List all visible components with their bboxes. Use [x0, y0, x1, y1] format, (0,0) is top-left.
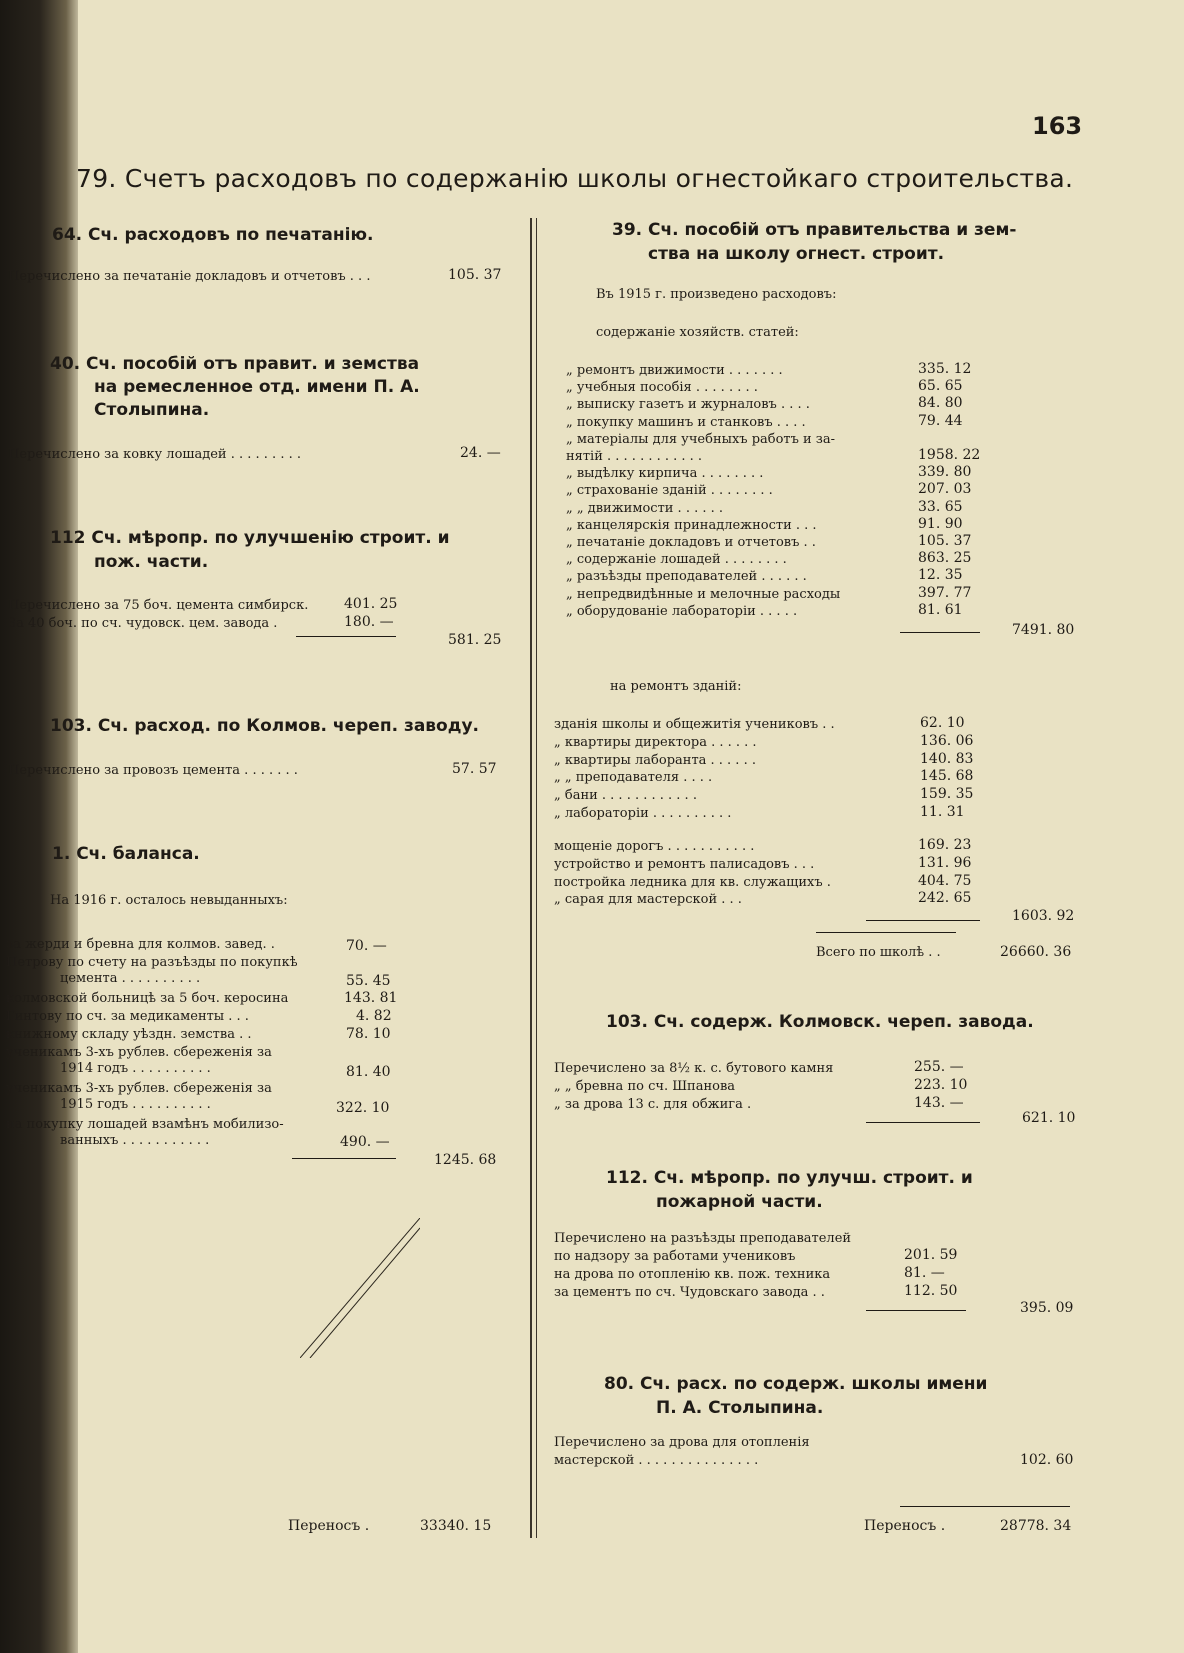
ledger-row-label: „ выдѣлку кирпича . . . . . . . .	[566, 466, 764, 482]
balance-row-amount: 55. 45	[346, 973, 391, 989]
ledger-row-label: „ квартиры директора . . . . . .	[554, 734, 757, 750]
ledger-row-label: постройка ледника для кв. служащихъ .	[554, 874, 831, 890]
section-112-row: Перечислено за 75 боч. цемента симбирск.	[8, 598, 309, 613]
ledger-row-label: „ квартиры лаборанта . . . . . .	[554, 752, 756, 768]
ledger-row-label: мощеніе дорогъ . . . . . . . . . . .	[554, 839, 755, 854]
ledger-row-amount: 81. —	[904, 1265, 945, 1281]
ledger-row-amount: 33. 65	[918, 498, 963, 515]
cancel-diagonal	[300, 1218, 420, 1358]
section-112-row: За 40 боч. по сч. чудовск. цем. завода .	[8, 616, 278, 631]
balance-row-amount: 81. 40	[346, 1064, 391, 1080]
ledger-row-amount: 223. 10	[914, 1077, 968, 1093]
balance-row: колмовской больницѣ за 5 боч. керосина	[6, 991, 289, 1006]
sum-rule	[866, 1310, 966, 1311]
section-39-sub2: на ремонтъ зданій:	[610, 679, 742, 694]
section-64-text: Перечислено за печатаніе докладовъ и отчетовъ . . .	[8, 269, 371, 284]
balance-row-cont: цемента . . . . . . . . . .	[60, 971, 201, 986]
ledger-row-label: „ учебныя пособія . . . . . . . .	[566, 380, 758, 396]
ledger-row-amount: 863. 25	[918, 550, 972, 567]
balance-row: Петрову по счету на разъѣзды по покупкѣ	[6, 955, 298, 970]
section-1-heading: 1. Сч. баланса.	[52, 844, 200, 864]
balance-row-amount: 143. 81	[344, 990, 398, 1006]
ledger-row-label: „ „ преподавателя . . . .	[554, 770, 713, 786]
balance-row: ученикамъ 3-хъ рублев. сбереженія за	[6, 1081, 272, 1096]
ledger-row-amount: 136. 06	[920, 732, 974, 749]
ledger-row-label: „ содержаніе лошадей . . . . . . . .	[566, 552, 787, 568]
ledger-row-label: „ матеріалы для учебныхъ работъ и за-	[566, 431, 836, 447]
ledger-row-amount: 65. 65	[918, 378, 963, 395]
section-80-heading: 80. Сч. расх. по содерж. школы имени	[604, 1374, 988, 1394]
ledger-row-amount: 131. 96	[918, 854, 972, 871]
sum-rule	[866, 920, 980, 921]
ledger-row-label: „ „ движимости . . . . . .	[566, 500, 724, 516]
section-80-heading-line2: П. А. Столыпина.	[656, 1398, 824, 1418]
section-39-total-amount: 26660. 36	[1000, 944, 1072, 960]
ledger-row-label: „ выписку газетъ и журналовъ . . . .	[566, 397, 810, 413]
ledger-row-label: „ канцелярскія принадлежности . . .	[566, 517, 817, 533]
ledger-row-amount: 207. 03	[918, 481, 972, 498]
ledger-row-amount: 242. 65	[918, 890, 972, 907]
section-112-row-amount: 401. 25	[344, 596, 398, 612]
ledger-row-label: „ оборудованіе лабораторіи . . . . .	[566, 603, 798, 619]
section-39-sub1: содержаніе хозяйств. статей:	[596, 325, 799, 340]
section-80-text-cont: мастерской . . . . . . . . . . . . . . .	[554, 1453, 759, 1468]
section-40-amount: 24. —	[460, 445, 501, 461]
section-39-total-label: Всего по школѣ . .	[816, 945, 941, 960]
ledger-row-label: по надзору за работами учениковъ	[554, 1249, 796, 1264]
ledger-row-amount: 12. 35	[918, 567, 963, 584]
carry-amount-right: 28778. 34	[1000, 1518, 1072, 1534]
sum-rule	[900, 1506, 1070, 1507]
section-103r-heading: 103. Сч. содерж. Колмовск. череп. завода.	[606, 1012, 1034, 1032]
balance-row: книжному складу уѣздн. земства . .	[6, 1027, 252, 1042]
ledger-row-amount: 91. 90	[918, 515, 963, 532]
section-39-heading: 39. Сч. пособій отъ правительства и зем-	[612, 220, 1017, 240]
balance-row-amount: 4. 82	[356, 1008, 392, 1024]
carry-amount-left: 33340. 15	[420, 1518, 492, 1534]
ledger-row-label: „ печатаніе докладовъ и отчетовъ . .	[566, 535, 816, 550]
ledger-row-label: „ бани . . . . . . . . . . . .	[554, 788, 697, 804]
ledger-row-amount: 397. 77	[918, 584, 972, 601]
balance-row: ученикамъ 3-хъ рублев. сбереженія за	[6, 1045, 272, 1060]
page-number: 163	[1032, 112, 1083, 140]
balance-row-amount: 78. 10	[346, 1026, 391, 1042]
balance-row: на покупку лошадей взамѣнъ мобилизо-	[6, 1117, 284, 1132]
section-112r-heading: 112. Сч. мѣропр. по улучш. строит. и	[606, 1168, 973, 1188]
ledger-row-label: „ покупку машинъ и станковъ . . . .	[566, 414, 806, 430]
column-divider	[530, 218, 532, 1538]
ledger-row-amount: 140. 83	[920, 750, 974, 767]
section-39-intro: Въ 1915 г. произведено расходовъ:	[596, 287, 837, 302]
balance-row-amount: 70. —	[346, 938, 387, 954]
ledger-row-label: нятій . . . . . . . . . . . .	[566, 449, 703, 464]
section-80-text: Перечислено за дрова для отопленія	[554, 1435, 810, 1450]
ledger-row-amount: 201. 59	[904, 1247, 958, 1263]
page-title: 79. Счетъ расходовъ по содержанію школы огнестойкаго строительства.	[76, 164, 1074, 193]
section-103-heading: 103. Сч. расход. по Колмов. череп. заводу.	[50, 716, 480, 736]
ledger-row-label: на дрова по отопленію кв. пож. техника	[554, 1267, 831, 1282]
balance-row: Гинтову по сч. за медикаменты . . .	[6, 1009, 249, 1024]
section-39-subtotal2: 1603. 92	[1012, 908, 1075, 924]
ledger-row-amount: 169. 23	[918, 837, 972, 853]
section-40-heading: 40. Сч. пособій отъ правит. и земства	[50, 354, 420, 374]
ledger-row-amount: 105. 37	[918, 533, 972, 549]
balance-row-cont: 1914 годъ . . . . . . . . . .	[60, 1061, 211, 1076]
carry-label-left: Переносъ .	[288, 1518, 370, 1534]
ledger-row-label: „ за дрова 13 с. для обжига .	[554, 1097, 752, 1112]
ledger-row-amount: 335. 12	[918, 361, 972, 377]
ledger-row-amount: 404. 75	[918, 872, 972, 889]
sum-rule	[296, 636, 396, 637]
section-64-amount: 105. 37	[448, 267, 502, 283]
ledger-row-amount: 143. —	[914, 1095, 964, 1111]
ledger-row-label: „ непредвидѣнные и мелочные расходы	[566, 586, 841, 602]
ledger-row-label: Перечислено за 8½ к. с. бутового камня	[554, 1061, 834, 1076]
ledger-row-label: „ страхованіе зданій . . . . . . . .	[566, 483, 773, 499]
section-80-amount: 102. 60	[1020, 1452, 1074, 1468]
section-39-heading-line2: ства на школу огнест. строит.	[648, 244, 945, 264]
balance-row: за жерди и бревна для колмов. завед. .	[6, 937, 275, 952]
balance-row-cont: 1915 годъ . . . . . . . . . .	[60, 1097, 211, 1112]
section-103-text: Перечислено за провозъ цемента . . . . . . .	[8, 763, 298, 778]
ledger-row-amount: 1958. 22	[918, 447, 981, 463]
section-39-subtotal1: 7491. 80	[1012, 622, 1075, 638]
section-112-total: 581. 25	[448, 632, 502, 648]
carry-label-right: Переносъ .	[864, 1518, 946, 1534]
ledger-row-amount: 81. 61	[918, 601, 963, 618]
section-112-row-amount: 180. —	[344, 614, 394, 630]
section-112-heading-line2: пож. части.	[94, 552, 209, 572]
section-112r-heading-line2: пожарной части.	[656, 1192, 823, 1212]
section-40-heading-line3: Столыпина.	[94, 400, 210, 420]
ledger-row-amount: 339. 80	[918, 464, 972, 481]
section-112r-total: 395. 09	[1020, 1300, 1074, 1316]
ledger-row-label: зданія школы и общежитія учениковъ . .	[554, 717, 835, 732]
section-103-amount: 57. 57	[452, 761, 497, 777]
ledger-row-label: „ разъѣзды преподавателей . . . . . .	[566, 569, 807, 585]
section-112-heading: 112 Сч. мѣропр. по улучшенію строит. и	[50, 528, 450, 548]
sum-rule	[292, 1158, 396, 1159]
ledger-row-amount: 145. 68	[920, 768, 974, 785]
section-1-total: 1245. 68	[434, 1152, 497, 1168]
balance-row-amount: 322. 10	[336, 1100, 390, 1116]
ledger-row-amount: 112. 50	[904, 1283, 958, 1299]
section-103r-total: 621. 10	[1022, 1110, 1076, 1126]
ledger-row-label: „ „ бревна по сч. Шпанова	[554, 1079, 736, 1094]
ledger-row-amount: 84. 80	[918, 395, 963, 412]
balance-row-amount: 490. —	[340, 1134, 390, 1150]
ledger-row-amount: 255. —	[914, 1059, 964, 1075]
ledger-row-amount: 159. 35	[920, 786, 974, 803]
ledger-row-amount: 11. 31	[920, 804, 965, 820]
balance-row-cont: ванныхъ . . . . . . . . . . .	[60, 1133, 210, 1148]
column-divider-inner	[536, 218, 537, 1538]
ledger-row-label: Перечислено на разъѣзды преподавателей	[554, 1231, 852, 1246]
sum-rule	[900, 632, 980, 633]
section-64-heading: 64. Сч. расходовъ по печатанію.	[52, 225, 374, 245]
section-40-heading-line2: на ремесленное отд. имени П. А.	[94, 377, 420, 397]
ledger-row-label: за цементъ по сч. Чудовскаго завода . .	[554, 1285, 825, 1300]
section-40-text: Перечислено за ковку лошадей . . . . . . . . .	[8, 447, 301, 462]
sum-rule	[866, 1122, 980, 1123]
section-1-subtitle: На 1916 г. осталось невыданныхъ:	[50, 893, 288, 908]
ledger-row-label: „ ремонтъ движимости . . . . . . .	[566, 363, 783, 378]
ledger-row-label: „ лабораторіи . . . . . . . . . .	[554, 806, 732, 821]
ledger-row-label: устройство и ремонтъ палисадовъ . . .	[554, 856, 815, 872]
sum-rule	[816, 932, 956, 933]
ledger-row-amount: 62. 10	[920, 715, 965, 731]
ledger-row-amount: 79. 44	[918, 412, 963, 429]
ledger-row-label: „ сарая для мастерской . . .	[554, 892, 742, 908]
